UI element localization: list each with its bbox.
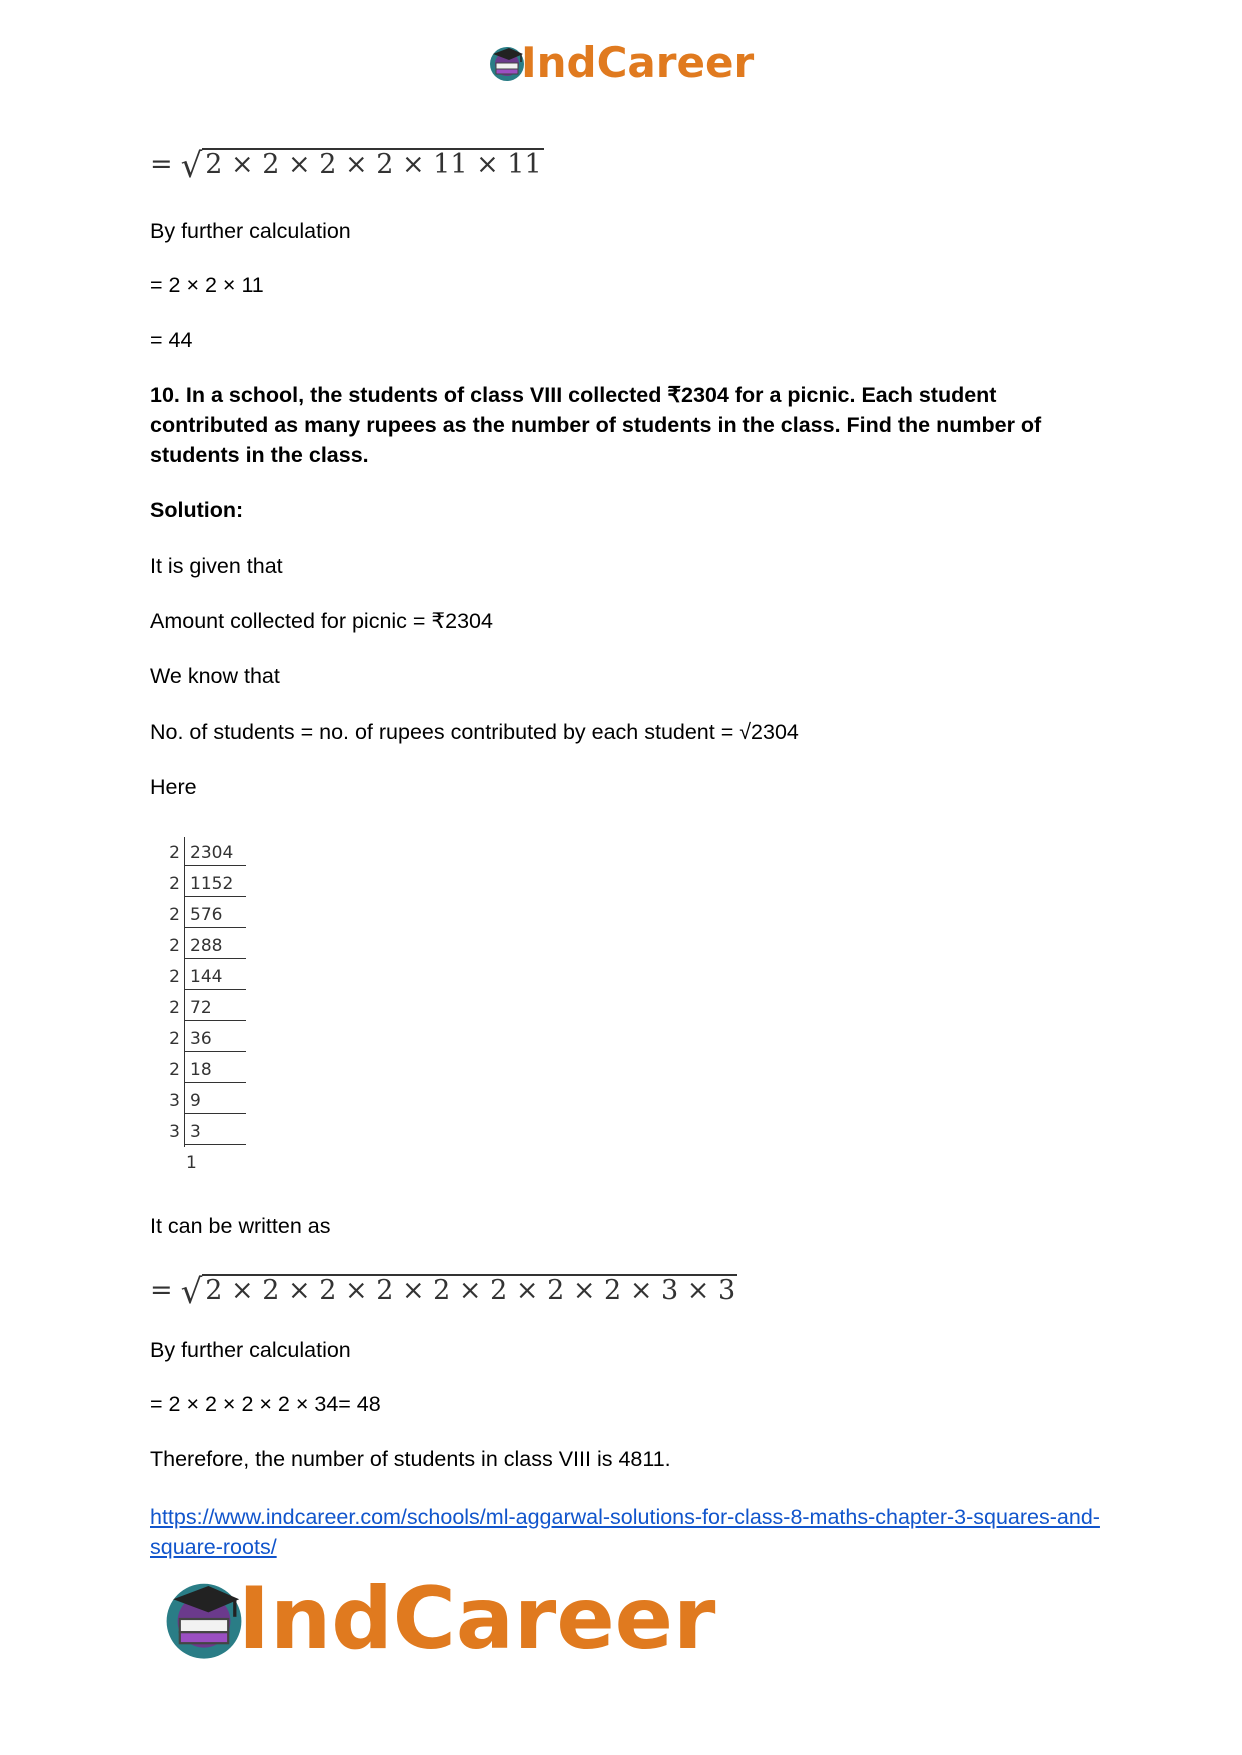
quotient: 72 [190,998,212,1018]
conclusion-text: Therefore, the number of students in class VIII is 4811. [150,1447,671,1471]
quotient: 36 [190,1029,212,1049]
graduation-cap-book-logo-icon [160,1575,248,1663]
header-logo [487,38,755,87]
quotient: 576 [190,905,223,925]
sqrt-symbol-icon: √ [180,1272,203,1312]
formula-equals: = [150,1275,173,1306]
formula-radicand: 2 × 2 × 2 × 2 × 11 × 11 [202,148,543,180]
quotient: 18 [190,1060,212,1080]
source-link[interactable]: https://www.indcareer.com/schools/ml-aggarwal-solutions-for-class-8-maths-chapter-3-squares-and-square-roots/ [150,1505,1100,1559]
divisor: 2 [169,967,180,987]
footer-logo-text: IndCareer [238,1569,716,1669]
quotient: 1152 [190,874,234,894]
quotient: 288 [190,936,223,956]
quotient: 2304 [190,843,234,863]
given-text: It is given that [150,554,283,578]
divisor: 2 [169,998,180,1018]
division-underline [184,989,246,990]
question-10: 10. In a school, the students of class VIII collected ₹2304 for a picnic. Each student contributed as many rupees as the number of students in the class. Find the number of students in the class. [150,383,1042,467]
sqrt-symbol-icon: √ [180,146,203,186]
prime-factorization-table [166,837,256,1177]
here-text: Here [150,775,197,799]
divisor: 3 [169,1122,180,1142]
divisor: 2 [169,936,180,956]
solution-heading: Solution: [150,498,244,522]
header-logo-text: IndCareer [521,38,755,87]
divisor: 2 [169,1029,180,1049]
divisor: 2 [169,843,180,863]
quotient: 9 [190,1091,201,1111]
division-underline [184,1082,246,1083]
final-quotient: 1 [186,1153,197,1173]
know-text: We know that [150,664,280,688]
formula-sqrt-1 [150,146,544,186]
division-underline [184,865,246,866]
calculation-step: = 2 × 2 × 11 [150,273,264,297]
calculation-result: = 44 [150,328,193,352]
quotient: 3 [190,1122,201,1142]
divisor: 2 [169,874,180,894]
further-calculation-text: By further calculation [150,219,351,243]
amount-text: Amount collected for picnic = ₹2304 [150,609,493,633]
divisor: 3 [169,1091,180,1111]
division-underline [184,1144,246,1145]
footer-logo [160,1569,716,1669]
formula-equals: = [150,149,173,180]
formula-radicand: 2 × 2 × 2 × 2 × 2 × 2 × 2 × 2 × 3 × 3 [202,1274,737,1306]
division-underline [184,1020,246,1021]
formula-sqrt-2 [150,1272,737,1312]
division-underline [184,1113,246,1114]
division-vertical-line [184,837,185,1147]
divisor: 2 [169,1060,180,1080]
further-calculation-text: By further calculation [150,1338,351,1362]
quotient: 144 [190,967,223,987]
calculation-step: = 2 × 2 × 2 × 2 × 34= 48 [150,1392,381,1416]
division-underline [184,1051,246,1052]
written-as-text: It can be written as [150,1214,331,1238]
division-underline [184,896,246,897]
division-underline [184,927,246,928]
division-underline [184,958,246,959]
students-formula-text: No. of students = no. of rupees contributed by each student = √2304 [150,720,799,744]
divisor: 2 [169,905,180,925]
